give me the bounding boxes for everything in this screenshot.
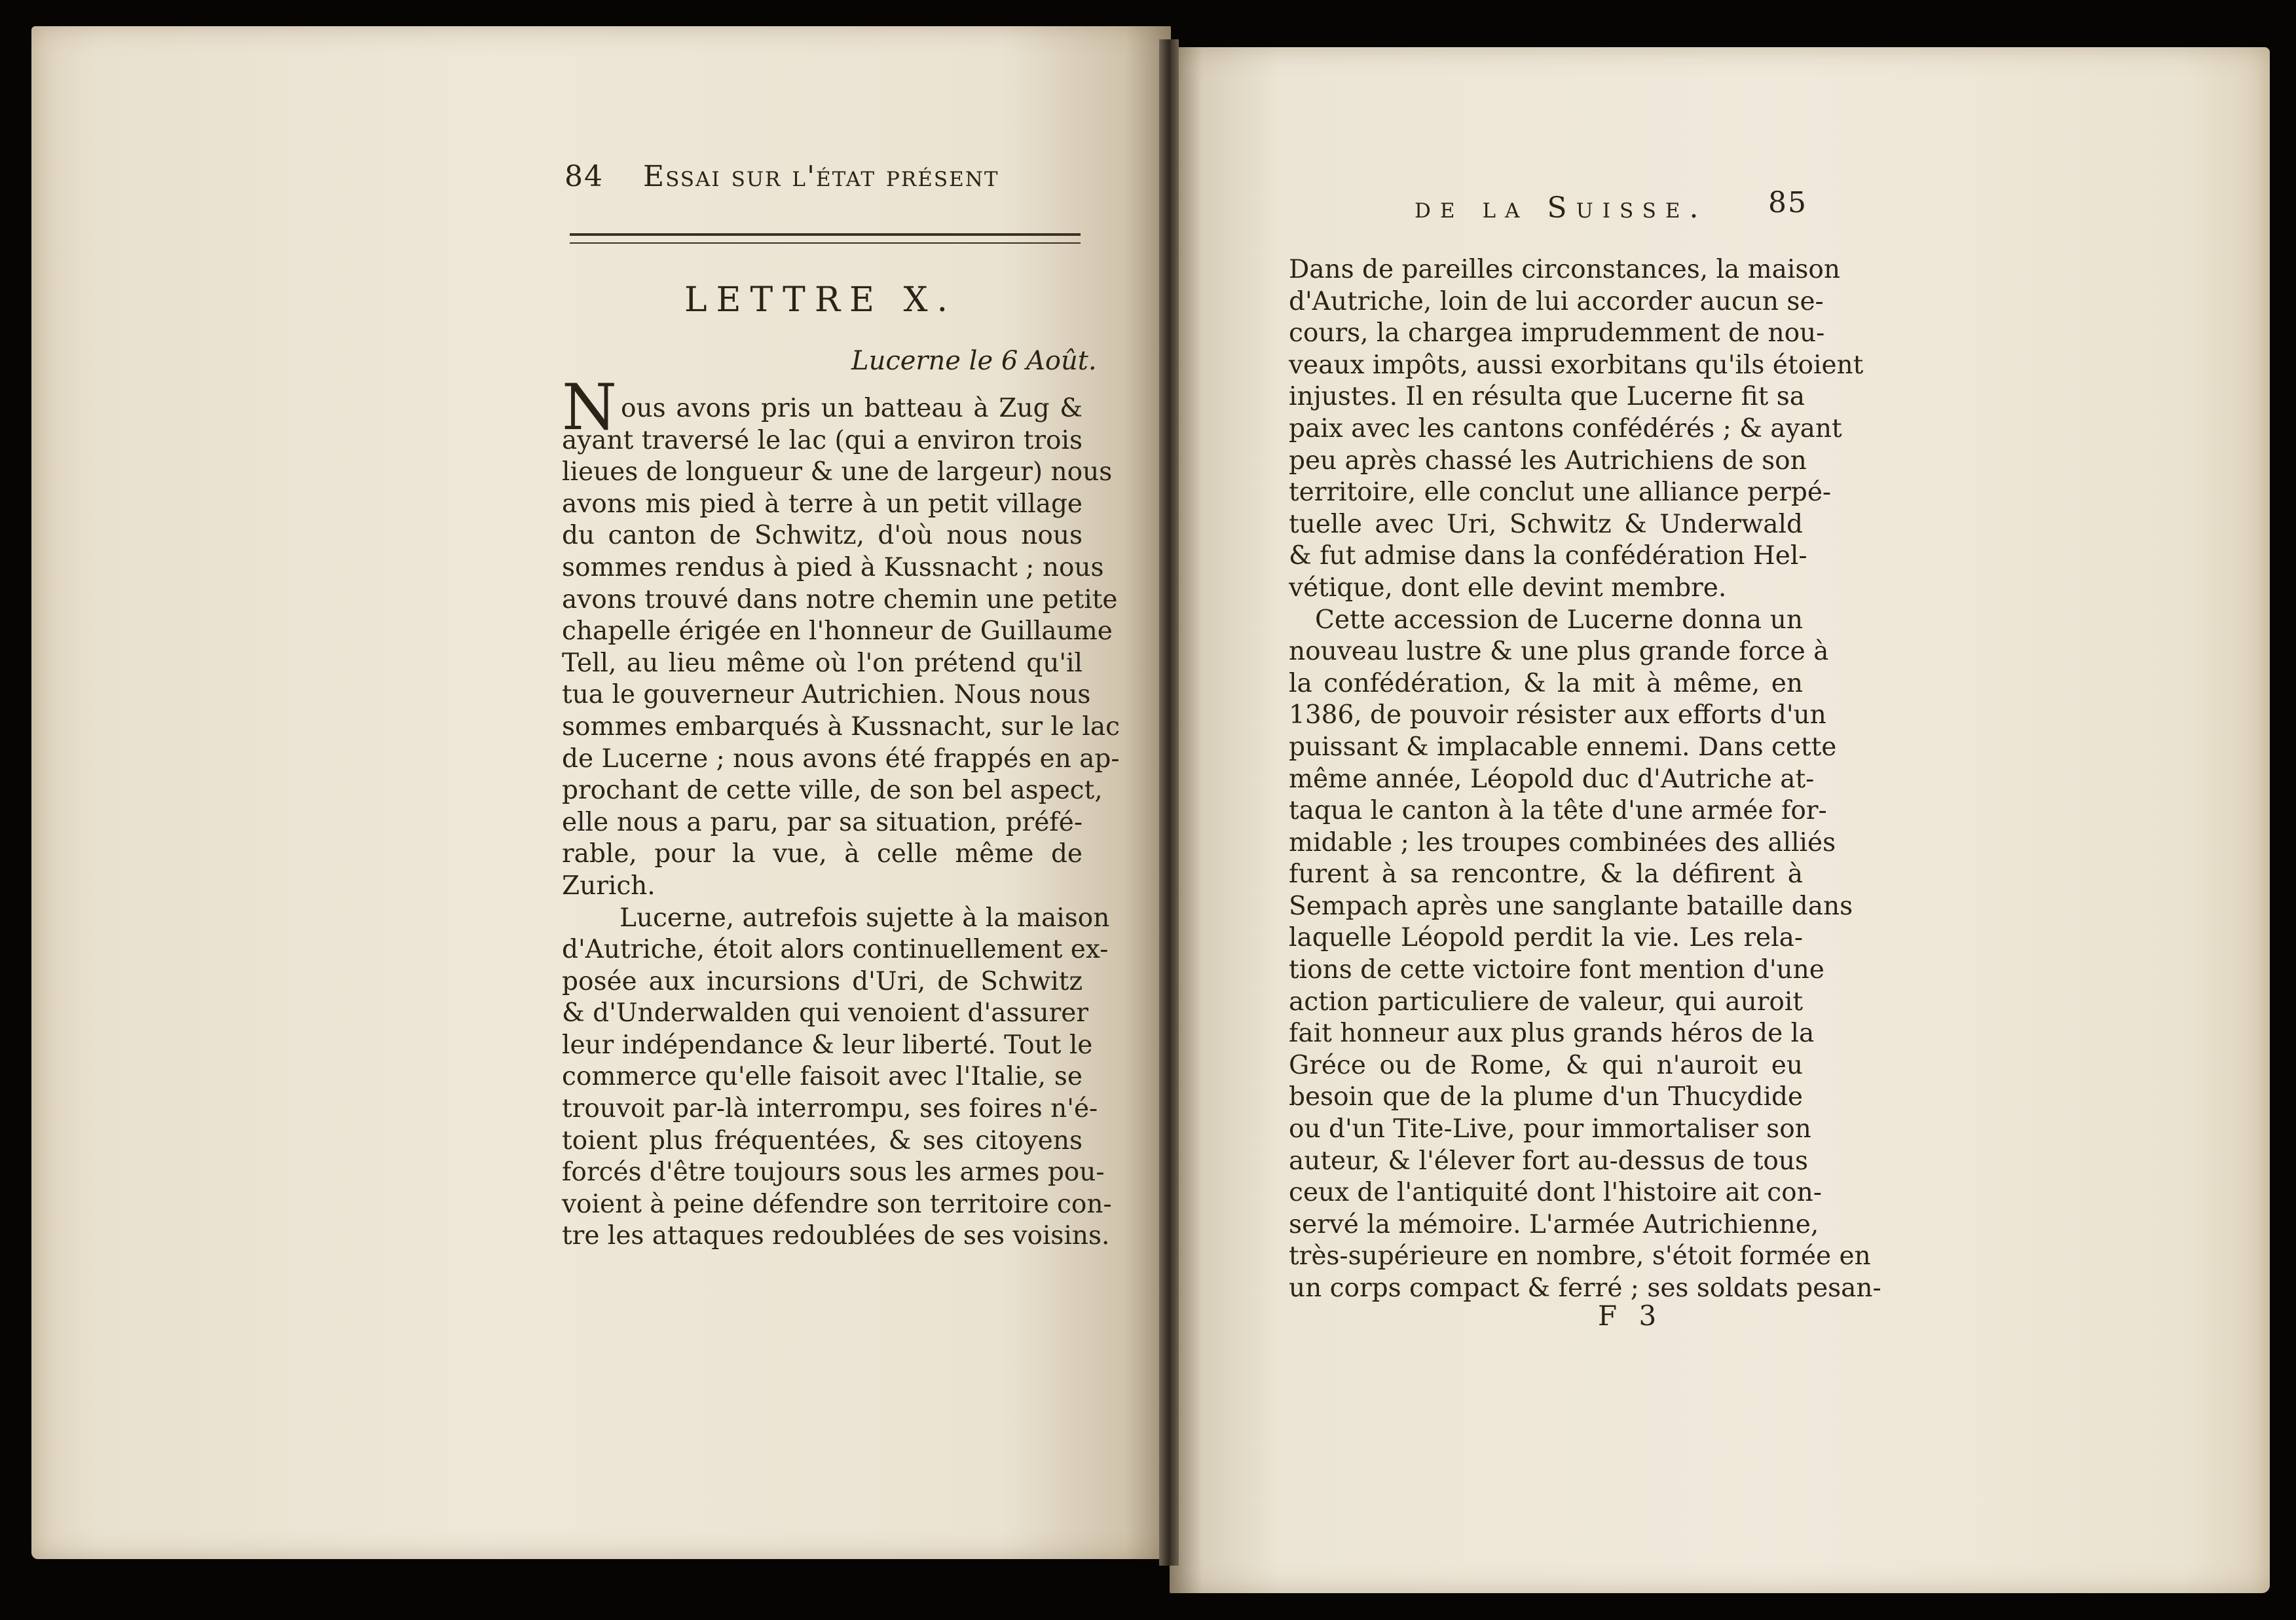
text-line: tions de cette victoire font mention d'une (1289, 955, 1824, 985)
text-line: Sempach après une sanglante bataille dans (1289, 891, 1853, 921)
text-line: avons mis pied à terre à un petit village (562, 489, 1083, 519)
text-line: Gréce ou de Rome, & qui n'auroit eu (1289, 1050, 1803, 1080)
text-line: paix avec les cantons confédérés ; & ayant (1289, 413, 1842, 443)
text-line: Tell, au lieu même où l'on prétend qu'il (562, 648, 1083, 678)
text-line: & d'Underwalden qui venoient d'assurer (562, 998, 1088, 1028)
text-line: du canton de Schwitz, d'où nous nous (562, 521, 1083, 551)
text-line: elle nous a paru, par sa situation, préfé- (562, 807, 1083, 837)
text-line: veaux impôts, aussi exorbitans qu'ils étoient (1289, 350, 1864, 380)
text-line: même année, Léopold duc d'Autriche at- (1289, 764, 1815, 794)
text-line: d'Autriche, étoit alors continuellement ex- (562, 935, 1109, 965)
left-page-body (562, 393, 1120, 1253)
text-line: la confédération, & la mit à même, en (1289, 668, 1803, 698)
text-line: Zurich. (562, 871, 656, 901)
text-line: vétique, dont elle devint membre. (1289, 573, 1727, 603)
header-rule (570, 233, 1081, 244)
left-page-header (565, 160, 999, 193)
text-line: puissant & implacable ennemi. Dans cette (1289, 732, 1837, 762)
text-line: tre les attaques redoublées de ses voisins. (562, 1221, 1110, 1251)
text-line: laquelle Léopold perdit la vie. Les rela- (1289, 923, 1803, 953)
text-line: 1386, de pouvoir résister aux efforts d'un (1289, 700, 1826, 730)
text-line: Lucerne, autrefois sujette à la maison (620, 903, 1110, 933)
dateline: Lucerne le 6 Août. (851, 346, 1097, 376)
text-line: rable, pour la vue, à celle même de (562, 839, 1083, 869)
text-line: très-supérieure en nombre, s'étoit formée en (1289, 1241, 1871, 1272)
text-line: posée aux incursions d'Uri, de Schwitz (562, 966, 1083, 996)
text-line: de Lucerne ; nous avons été frappés en ap- (562, 744, 1120, 774)
text-line: forcés d'être toujours sous les armes pou- (562, 1158, 1105, 1188)
text-line: peu après chassé les Autrichiens de son (1289, 445, 1807, 476)
text-line: sommes rendus à pied à Kussnacht ; nous (562, 552, 1104, 582)
text-line: chapelle érigée en l'honneur de Guillaume (562, 616, 1113, 647)
right-running-head: de la Suisse. (1415, 191, 1708, 225)
text-line: ceux de l'antiquité dont l'histoire ait con- (1289, 1178, 1822, 1208)
text-line: injustes. Il en résulta que Lucerne fit sa (1289, 382, 1805, 412)
text-line: lieues de longueur & une de largeur) nous (562, 457, 1113, 487)
text-line: territoire, elle conclut une alliance perpé- (1289, 478, 1832, 508)
catchword-signature: F 3 (1598, 1300, 1663, 1332)
text-line: sommes embarqués à Kussnacht, sur le lac (562, 711, 1120, 742)
text-line: besoin que de la plume d'un Thucydide (1289, 1082, 1803, 1112)
letter-title: LETTRE X. (684, 280, 957, 320)
text-line: d'Autriche, loin de lui accorder aucun se- (1289, 286, 1824, 316)
text-line: toient plus fréquentées, & ses citoyens (562, 1125, 1083, 1156)
text-line: leur indépendance & leur liberté. Tout le (562, 1030, 1093, 1060)
text-line: ous avons pris un batteau à Zug & (621, 394, 1083, 423)
text-line: ou d'un Tite-Live, pour immortaliser son (1289, 1114, 1811, 1144)
left-running-head: Essai sur l'état présent (643, 160, 999, 193)
text-line: action particuliere de valeur, qui auroit (1289, 987, 1803, 1017)
text-line: tuelle avec Uri, Schwitz & Underwald (1289, 509, 1803, 539)
text-line: auteur, & l'élever fort au-dessus de tous (1289, 1146, 1808, 1176)
text-line: cours, la chargea imprudemment de nou- (1289, 318, 1825, 348)
right-page-number: 85 (1768, 186, 1807, 219)
left-page-number: 84 (565, 160, 604, 193)
right-page-body (1289, 254, 1881, 1305)
text-line: & fut admise dans la confédération Hel- (1289, 541, 1807, 571)
drop-cap: N (562, 371, 617, 444)
text-line: nouveau lustre & une plus grande force à (1289, 637, 1829, 667)
text-line: ayant traversé le lac (qui a environ trois (562, 425, 1083, 455)
book-gutter (1159, 39, 1179, 1566)
text-line: tua le gouverneur Autrichien. Nous nous (562, 680, 1091, 710)
text-line: avons trouvé dans notre chemin une petite (562, 584, 1118, 614)
text-line: voient à peine défendre son territoire con- (562, 1189, 1112, 1219)
text-line: commerce qu'elle faisoit avec l'Italie, se (562, 1062, 1083, 1092)
text-line: prochant de cette ville, de son bel aspect, (562, 776, 1103, 806)
text-line: Dans de pareilles circonstances, la maison (1289, 255, 1840, 284)
text-line: taqua le canton à la tête d'une armée for- (1289, 796, 1827, 826)
text-line: midable ; les troupes combinées des alliés (1289, 827, 1836, 857)
text-line: Cette accession de Lucerne donna un (1315, 605, 1803, 635)
text-line: trouvoit par-là interrompu, ses foires n'é- (562, 1094, 1098, 1124)
text-line: un corps compact & ferré ; ses soldats pesan- (1289, 1273, 1881, 1303)
text-line: servé la mémoire. L'armée Autrichienne, (1289, 1209, 1819, 1239)
text-line: furent à sa rencontre, & la défirent à (1289, 859, 1803, 890)
text-line: fait honneur aux plus grands héros de la (1289, 1019, 1815, 1049)
